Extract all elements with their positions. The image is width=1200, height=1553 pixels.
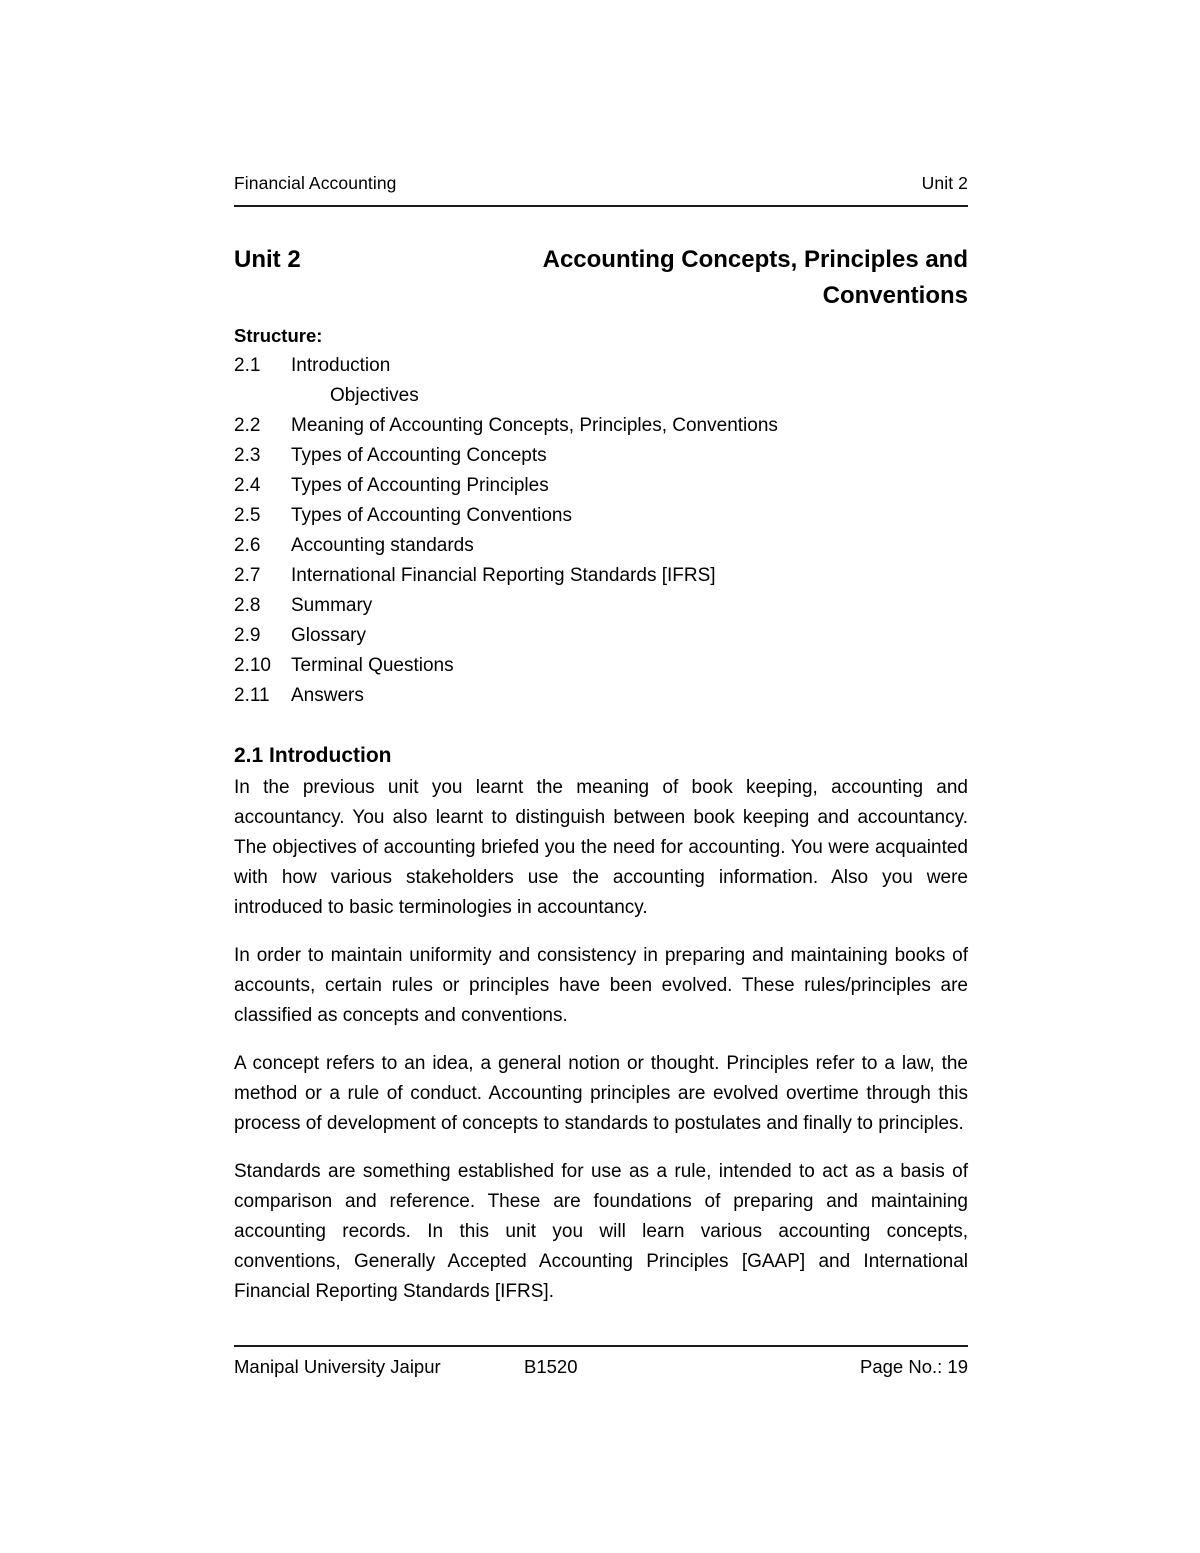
running-footer: [234, 1354, 968, 1380]
footer-book-code: B1520: [524, 1356, 578, 1377]
list-item-label: Introduction: [291, 355, 391, 376]
list-item: [234, 621, 968, 651]
list-item-number: 2.5: [234, 505, 261, 526]
unit-title-block: [234, 242, 968, 314]
list-item-label: Glossary: [291, 625, 366, 646]
running-header-subject: Financial Accounting: [234, 173, 397, 193]
list-item-label: Objectives: [330, 385, 419, 406]
footer-page-number: Page No.: 19: [860, 1356, 968, 1377]
list-item: [234, 531, 968, 561]
structure-list: [234, 351, 968, 711]
section-heading-introduction: 2.1 Introduction: [234, 744, 392, 767]
footer-divider-rule: [234, 1345, 968, 1347]
list-item-number: 2.11: [234, 685, 270, 706]
list-item: [234, 561, 968, 591]
page-title: Accounting Concepts, Principles and Conventions: [542, 246, 968, 309]
list-item-number: 2.4: [234, 475, 261, 496]
list-item-number: 2.1: [234, 355, 261, 376]
structure-heading: Structure:: [234, 325, 323, 346]
running-header-unit: Unit 2: [921, 173, 968, 193]
body-paragraph: In the previous unit you learnt the meaning of book keeping, accounting and accountancy. You also learnt to distinguish between book keeping and accountancy. The objectives of accounting briefed you the need for accounting. You were acquainted with how various stakeholders use the accounting information. Also you were introduced to basic terminologies in accountancy.: [234, 777, 968, 918]
section-body: [234, 773, 968, 1307]
unit-number-label: Unit 2: [234, 246, 301, 273]
list-item-label: Types of Accounting Concepts: [291, 445, 547, 466]
list-item-label: Terminal Questions: [291, 655, 454, 676]
list-item-label: Accounting standards: [291, 535, 474, 556]
list-item: [234, 471, 968, 501]
body-paragraph: In order to maintain uniformity and consistency in preparing and maintaining books of accounts, certain rules or principles have been evolved. These rules/principles are classified as concepts and conventions.: [234, 945, 968, 1026]
list-item: [234, 411, 968, 441]
running-header: [234, 171, 968, 195]
list-item-number: 2.3: [234, 445, 261, 466]
list-item-number: 2.10: [234, 655, 271, 676]
body-paragraph: A concept refers to an idea, a general notion or thought. Principles refer to a law, the method or a rule of conduct. Accounting principles are evolved overtime through this process of development of concepts to standards to postulates and finally to principles.: [234, 1053, 968, 1134]
list-item-number: 2.2: [234, 415, 261, 436]
list-item: [234, 501, 968, 531]
list-item-label: Answers: [291, 685, 364, 706]
list-item-label: Meaning of Accounting Concepts, Principles, Conventions: [291, 415, 778, 436]
list-item-label: Summary: [291, 595, 373, 616]
list-item: [234, 651, 968, 681]
list-item: [234, 441, 968, 471]
list-item-number: 2.8: [234, 595, 261, 616]
list-item-label: Types of Accounting Principles: [291, 475, 549, 496]
body-paragraph: Standards are something established for use as a rule, intended to act as a basis of comparison and reference. These are foundations of preparing and maintaining accounting records. In this unit you will learn various accounting concepts, conventions, Generally Accepted Accounting Principles [GAAP] and International Financial Reporting Standards [IFRS].: [234, 1161, 968, 1302]
list-item-label: International Financial Reporting Standards [IFRS]: [291, 565, 716, 586]
footer-institution: Manipal University Jaipur: [234, 1356, 441, 1377]
list-item: [234, 351, 968, 381]
list-item: [234, 591, 968, 621]
list-item-number: 2.7: [234, 565, 261, 586]
header-divider-rule: [234, 205, 968, 207]
list-item-number: 2.9: [234, 625, 261, 646]
list-item: [234, 681, 968, 711]
list-item: [234, 381, 968, 411]
list-item-number: 2.6: [234, 535, 261, 556]
list-item-label: Types of Accounting Conventions: [291, 505, 572, 526]
